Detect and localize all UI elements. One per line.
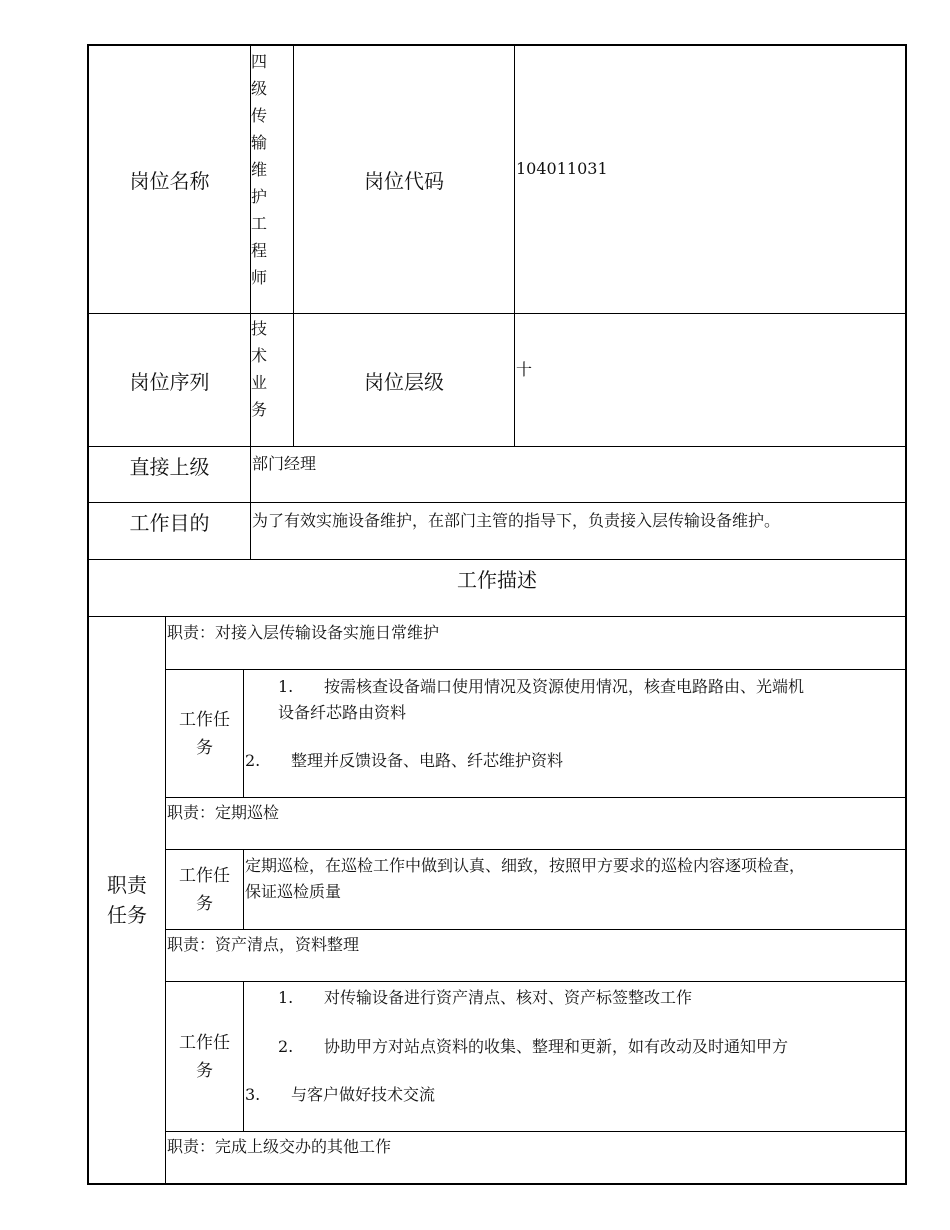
duty-title: 职责：定期巡检 — [167, 803, 280, 822]
position-code-value: 104011031 — [516, 159, 608, 178]
task-item: 设备纤芯路由资料 — [278, 703, 407, 722]
task-label: 工作任务 — [179, 709, 230, 758]
superior-label: 直接上级 — [129, 454, 210, 479]
task-item: 定期巡检，在巡检工作中做到认真、细致，按照甲方要求的巡检内容逐项检查， — [245, 856, 806, 875]
purpose-label: 工作目的 — [129, 510, 210, 535]
task-item: 2. 整理并反馈设备、电路、纤芯维护资料 — [245, 751, 564, 770]
task-item: 1. 按需核查设备端口使用情况及资源使用情况，核查电路路由、光端机 — [278, 677, 805, 696]
position-level-value: 十 — [516, 360, 533, 379]
task-item: 3. 与客户做好技术交流 — [245, 1085, 436, 1104]
task-item: 保证巡检质量 — [245, 882, 342, 901]
task-label: 工作任务 — [179, 865, 230, 914]
position-name-label: 岗位名称 — [129, 169, 210, 193]
task-item: 2. 协助甲方对站点资料的收集、整理和更新，如有改动及时通知甲方 — [278, 1037, 789, 1056]
position-series-value: 技术业务 — [251, 319, 268, 419]
duty-title: 职责：完成上级交办的其他工作 — [167, 1137, 392, 1156]
work-description-title: 工作描述 — [457, 567, 537, 592]
position-level-label: 岗位层级 — [364, 369, 444, 394]
duty-title: 职责：对接入层传输设备实施日常维护 — [167, 623, 440, 642]
purpose-value: 为了有效实施设备维护，在部门主管的指导下，负责接入层传输设备维护。 — [252, 511, 781, 530]
duties-label: 职责任务 — [107, 873, 147, 927]
superior-value: 部门经理 — [252, 454, 317, 473]
position-series-label: 岗位序列 — [129, 369, 210, 394]
position-name-value: 四级传输维护工程师 — [251, 52, 268, 287]
task-label: 工作任务 — [179, 1032, 230, 1081]
duty-title: 职责：资产清点，资料整理 — [167, 935, 360, 954]
position-code-label: 岗位代码 — [364, 169, 444, 193]
task-item: 1. 对传输设备进行资产清点、核对、资产标签整改工作 — [278, 988, 693, 1007]
